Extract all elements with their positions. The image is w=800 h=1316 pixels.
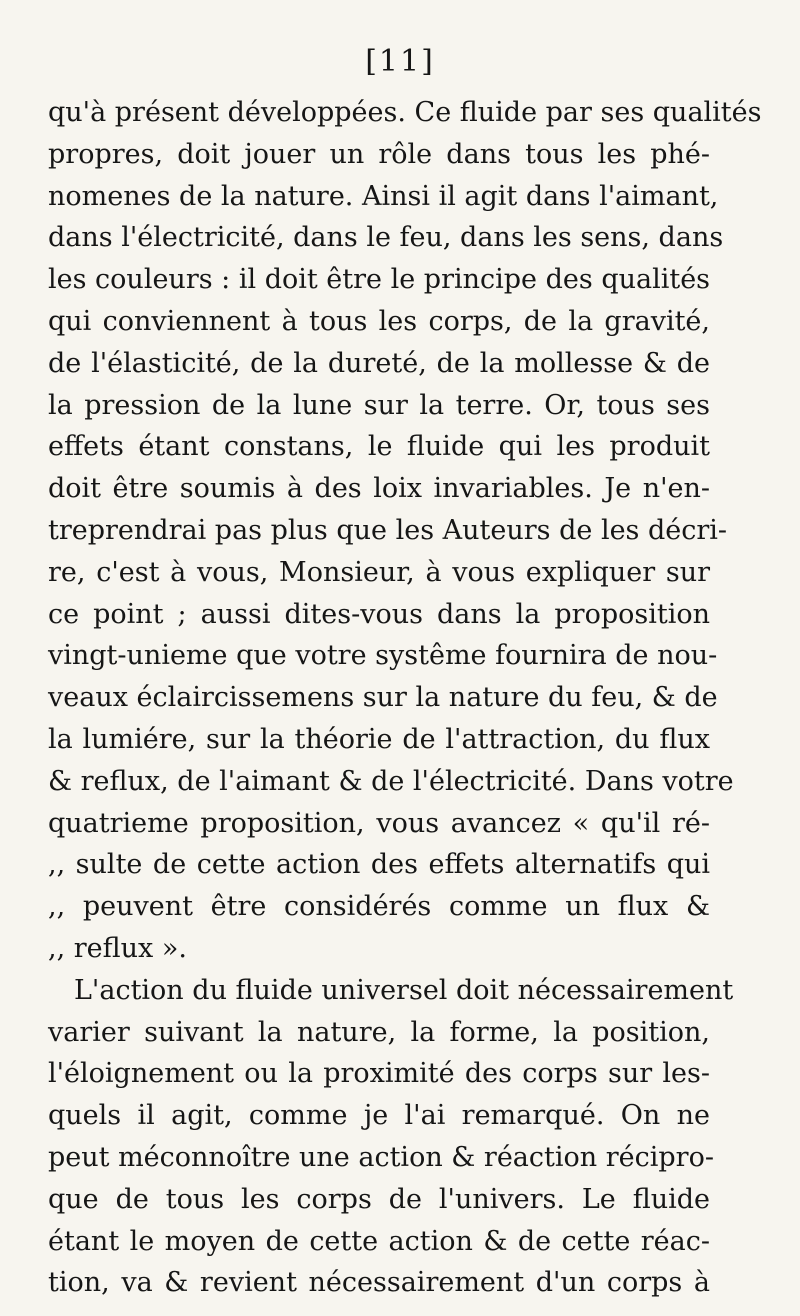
text-line: ,, reflux ».: [48, 932, 187, 964]
text-line: ,, peuvent être considérés comme un flux &: [48, 891, 710, 923]
text-line: qui conviennent à tous les corps, de la gravité,: [48, 305, 710, 337]
text-line: veaux éclaircissemens sur la nature du feu, & de: [48, 682, 718, 714]
text-line: vingt-unieme que votre systême fournira de nou-: [48, 640, 718, 672]
text-line: dans l'électricité, dans le feu, dans les sens, dans: [48, 222, 724, 254]
body-text: [48, 92, 762, 1304]
text-line: quels il agit, comme je l'ai remarqué. On ne: [48, 1100, 710, 1132]
text-line: qu'à présent développées. Ce fluide par ses qualités: [48, 97, 762, 128]
text-line: & reflux, de l'aimant & de l'électricité. Dans votre: [48, 765, 734, 797]
text-line: varier suivant la nature, la forme, la position,: [48, 1016, 710, 1048]
text-line: ce point ; aussi dites-vous dans la proposition: [48, 598, 710, 630]
text-line: treprendrai pas plus que les Auteurs de les décri-: [48, 514, 728, 546]
text-line: quatrieme proposition, vous avancez « qu'il ré-: [48, 807, 710, 839]
text-line: la lumiére, sur la théorie de l'attraction, du flux: [48, 723, 710, 755]
paragraph-first-line: L'action du fluide universel doit nécessairement: [74, 974, 734, 1006]
text-line: ,, sulte de cette action des effets alternatifs qui: [48, 849, 710, 881]
text-line: doit être soumis à des loix invariables. Je n'en-: [48, 473, 710, 505]
page-number: [11]: [365, 44, 435, 79]
text-line: re, c'est à vous, Monsieur, à vous expliquer sur: [48, 556, 710, 588]
text-line: tion, va & revient nécessairement d'un corps à: [48, 1267, 710, 1299]
text-line: étant le moyen de cette action & de cette réac-: [48, 1225, 710, 1257]
text-line: nomenes de la nature. Ainsi il agit dans l'aimant,: [48, 180, 719, 212]
text-line: effets étant constans, le fluide qui les produit: [48, 431, 710, 463]
text-line: la pression de la lune sur la terre. Or, tous ses: [48, 389, 710, 421]
text-line: peut méconnoître une action & réaction récipro-: [48, 1141, 714, 1173]
text-line: l'éloignement ou la proximité des corps sur les-: [48, 1058, 710, 1090]
text-line: les couleurs : il doit être le principe des qualités: [48, 264, 711, 296]
text-line: propres, doit jouer un rôle dans tous les phé-: [48, 138, 710, 170]
text-line: que de tous les corps de l'univers. Le fluide: [48, 1183, 710, 1215]
text-line: de l'élasticité, de la dureté, de la mollesse & de: [48, 347, 710, 379]
